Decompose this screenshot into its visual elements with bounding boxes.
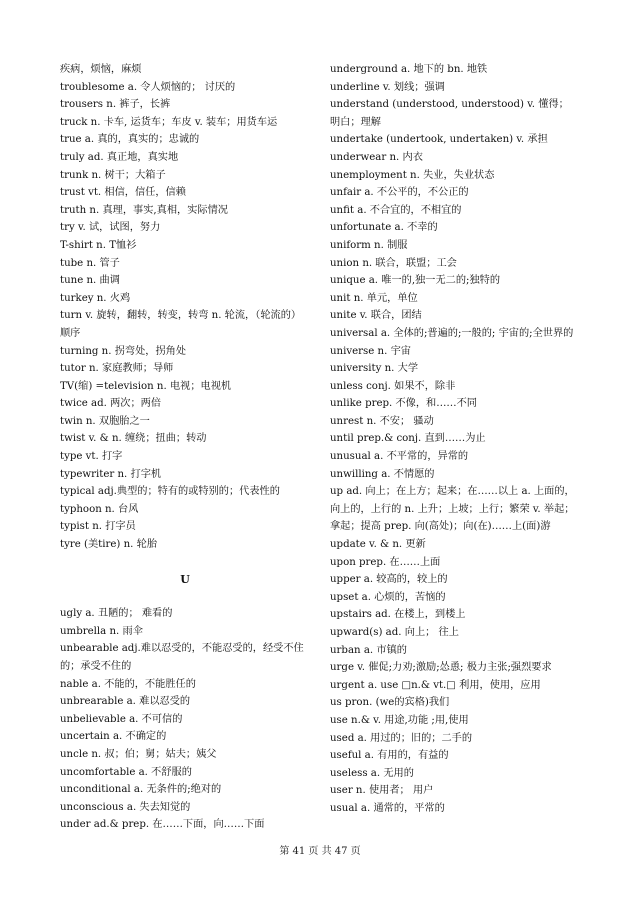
vocab-entry: undertake (undertook, undertaken) v. 承担 [330, 134, 548, 146]
vocab-entry: use n.& v. 用途,功能 ;用,使用 [330, 714, 469, 726]
vocab-entry: unique a. 唯一的,独一无二的;独特的 [330, 275, 501, 287]
vocab-entry: TV(缩) =television n. 电视；电视机 [60, 380, 232, 392]
vocab-entry: unbearable adj.难以忍受的，不能忍受的，经受不住的；承受不住的 [60, 643, 304, 672]
vocab-entry: unwilling a. 不情愿的 [330, 468, 435, 480]
vocab-entry: union n. 联合，联盟；工会 [330, 257, 457, 269]
vocab-entry: underline v. 划线；强调 [330, 81, 445, 93]
vocab-entry: typewriter n. 打字机 [60, 468, 162, 480]
vocab-entry: unfit a. 不合宜的，不相宜的 [330, 204, 462, 216]
vocab-entry: uncertain a. 不确定的 [60, 731, 167, 743]
vocab-entry: ugly a. 丑陋的； 难看的 [60, 608, 173, 620]
vocab-entry: twice ad. 两次；两倍 [60, 398, 162, 410]
vocab-entry: umbrella n. 雨伞 [60, 625, 143, 637]
left-entries-bottom [60, 605, 310, 834]
vocab-entry: uncle n. 叔；伯；舅；姑夫；姨父 [60, 748, 217, 760]
vocab-entry: true a. 真的，真实的；忠诚的 [60, 134, 200, 146]
vocab-entry: typical adj.典型的；特有的或特别的；代表性的 [60, 486, 280, 498]
vocab-entry: upper a. 较高的，较上的 [330, 574, 448, 586]
vocab-entry: upset a. 心烦的，苦恼的 [330, 591, 446, 603]
vocab-entry: tyre (美tire) n. 轮胎 [60, 539, 158, 551]
vocab-entry: upward(s) ad. 向上； 往上 [330, 627, 459, 638]
vocab-entry: unless conj. 如果不，除非 [330, 380, 456, 392]
vocab-entry: uniform n. 制服 [330, 239, 408, 251]
vocab-entry: truly ad. 真正地，真实地 [60, 151, 179, 163]
vocab-entry: used a. 用过的；旧的；二手的 [330, 732, 473, 744]
vocab-entry: useless a. 无用的 [330, 767, 414, 779]
vocab-entry: underground a. 地下的 bn. 地铁 [330, 64, 488, 75]
vocab-entry: unemployment n. 失业，失业状态 [330, 169, 495, 181]
vocab-entry: typist n. 打字员 [60, 521, 136, 533]
vocab-entry: unbrearable a. 难以忍受的 [60, 696, 191, 708]
vocab-entry: unite v. 联合，团结 [330, 310, 422, 322]
vocab-entry: useful a. 有用的，有益的 [330, 750, 449, 762]
vocab-entry: unfair a. 不公平的，不公正的 [330, 187, 469, 199]
vocab-entry: us pron. (we的宾格)我们 [330, 697, 450, 709]
vocab-entry: university n. 大学 [330, 363, 419, 375]
vocab-entry: turning n. 拐弯处，拐角处 [60, 345, 187, 357]
vocab-entry: unconscious a. 失去知觉的 [60, 801, 191, 813]
vocab-entry: unlike prep. 不像，和……不同 [330, 398, 477, 410]
vocab-entry: tutor n. 家庭教师；导师 [60, 363, 174, 375]
vocab-entry: twist v. & n. 缠绕；扭曲；转动 [60, 433, 207, 445]
vocab-entry: urgent a. use □n.& vt.□ 利用，使用，应用 [330, 679, 541, 691]
vocab-entry: usual a. 通常的，平常的 [330, 802, 445, 814]
vocab-entry: type vt. 打字 [60, 451, 123, 463]
vocab-entry: uncomfortable a. 不舒服的 [60, 766, 192, 778]
vocab-entry: unusual a. 不平常的，异常的 [330, 451, 469, 463]
vocab-entry: trunk n. 树干；大箱子 [60, 169, 166, 181]
right-column [330, 61, 578, 818]
vocab-entry: under ad.& prep. 在……下面，向……下面 [60, 819, 265, 831]
vocab-entry: unit n. 单元，单位 [330, 292, 418, 304]
vocab-entry: user n. 使用者； 用户 [330, 785, 434, 797]
vocab-entry: tube n. 管子 [60, 257, 120, 269]
vocab-entry: T-shirt n. T恤衫 [60, 239, 137, 251]
vocab-entry: upon prep. 在……上面 [330, 556, 441, 568]
vocab-entry: unbelievable a. 不可信的 [60, 713, 183, 725]
vocab-entry: tune n. 曲调 [60, 275, 120, 287]
vocab-entry: unfortunate a. 不幸的 [330, 222, 438, 234]
vocab-entry: trousers n. 裤子，长裤 [60, 99, 171, 111]
vocab-entry: until prep.& conj. 直到……为止 [330, 433, 486, 445]
vocab-entry: urge v. 催促;力劝;激励;怂恿; 极力主张;强烈要求 [330, 662, 552, 674]
vocab-entry: universal a. 全体的;普遍的;一般的; 宇宙的;全世界的 [330, 327, 574, 339]
vocab-entry: unconditional a. 无条件的;绝对的 [60, 784, 222, 796]
vocab-entry: truck n. 卡车, 运货车；车皮 v. 装车；用货车运 [60, 116, 278, 128]
vocab-entry: up ad. 向上；在上方；起来；在……以上 a. 上面的，向上的，上行的 n. 上升；上坡；上行；繁荣 v. 举起；拿起；提高 prep. 向(高处)；向(在)……上(面)游 [330, 486, 575, 533]
vocab-entry: try v. 试，试图，努力 [60, 222, 161, 234]
vocab-entry: urban a. 市镇的 [330, 644, 407, 656]
vocab-entry: turkey n. 火鸡 [60, 292, 131, 304]
vocab-entry: 疾病，烦恼，麻烦 [60, 64, 142, 75]
vocab-entry: turn v. 旋转，翻转，转变，转弯 n. 轮流，（轮流的）顺序 [60, 310, 302, 339]
vocab-entry: understand (understood, understood) v. 懂得；明白；理解 [330, 99, 569, 128]
vocab-entry: truth n. 真理，事实,真相，实际情况 [60, 204, 228, 216]
left-entries-top [60, 61, 310, 554]
left-column [60, 61, 310, 834]
vocab-entry: underwear n. 内衣 [330, 151, 423, 163]
vocab-entry: universe n. 宇宙 [330, 345, 411, 357]
vocab-entry: upstairs ad. 在楼上，到楼上 [330, 609, 466, 621]
vocab-entry: unrest n. 不安； 骚动 [330, 415, 434, 427]
vocab-entry: nable a. 不能的，不能胜任的 [60, 678, 196, 690]
vocab-entry: trust vt. 相信，信任，信赖 [60, 187, 186, 199]
section-heading-u: U [180, 572, 190, 586]
vocab-entry: update v. & n. 更新 [330, 539, 426, 551]
vocab-entry: troublesome a. 令人烦恼的； 讨厌的 [60, 81, 236, 93]
vocab-entry: typhoon n. 台风 [60, 503, 139, 515]
page-number-footer: 第 41 页 共 47 页 [279, 846, 361, 857]
vocab-entry: twin n. 双胞胎之一 [60, 415, 150, 427]
